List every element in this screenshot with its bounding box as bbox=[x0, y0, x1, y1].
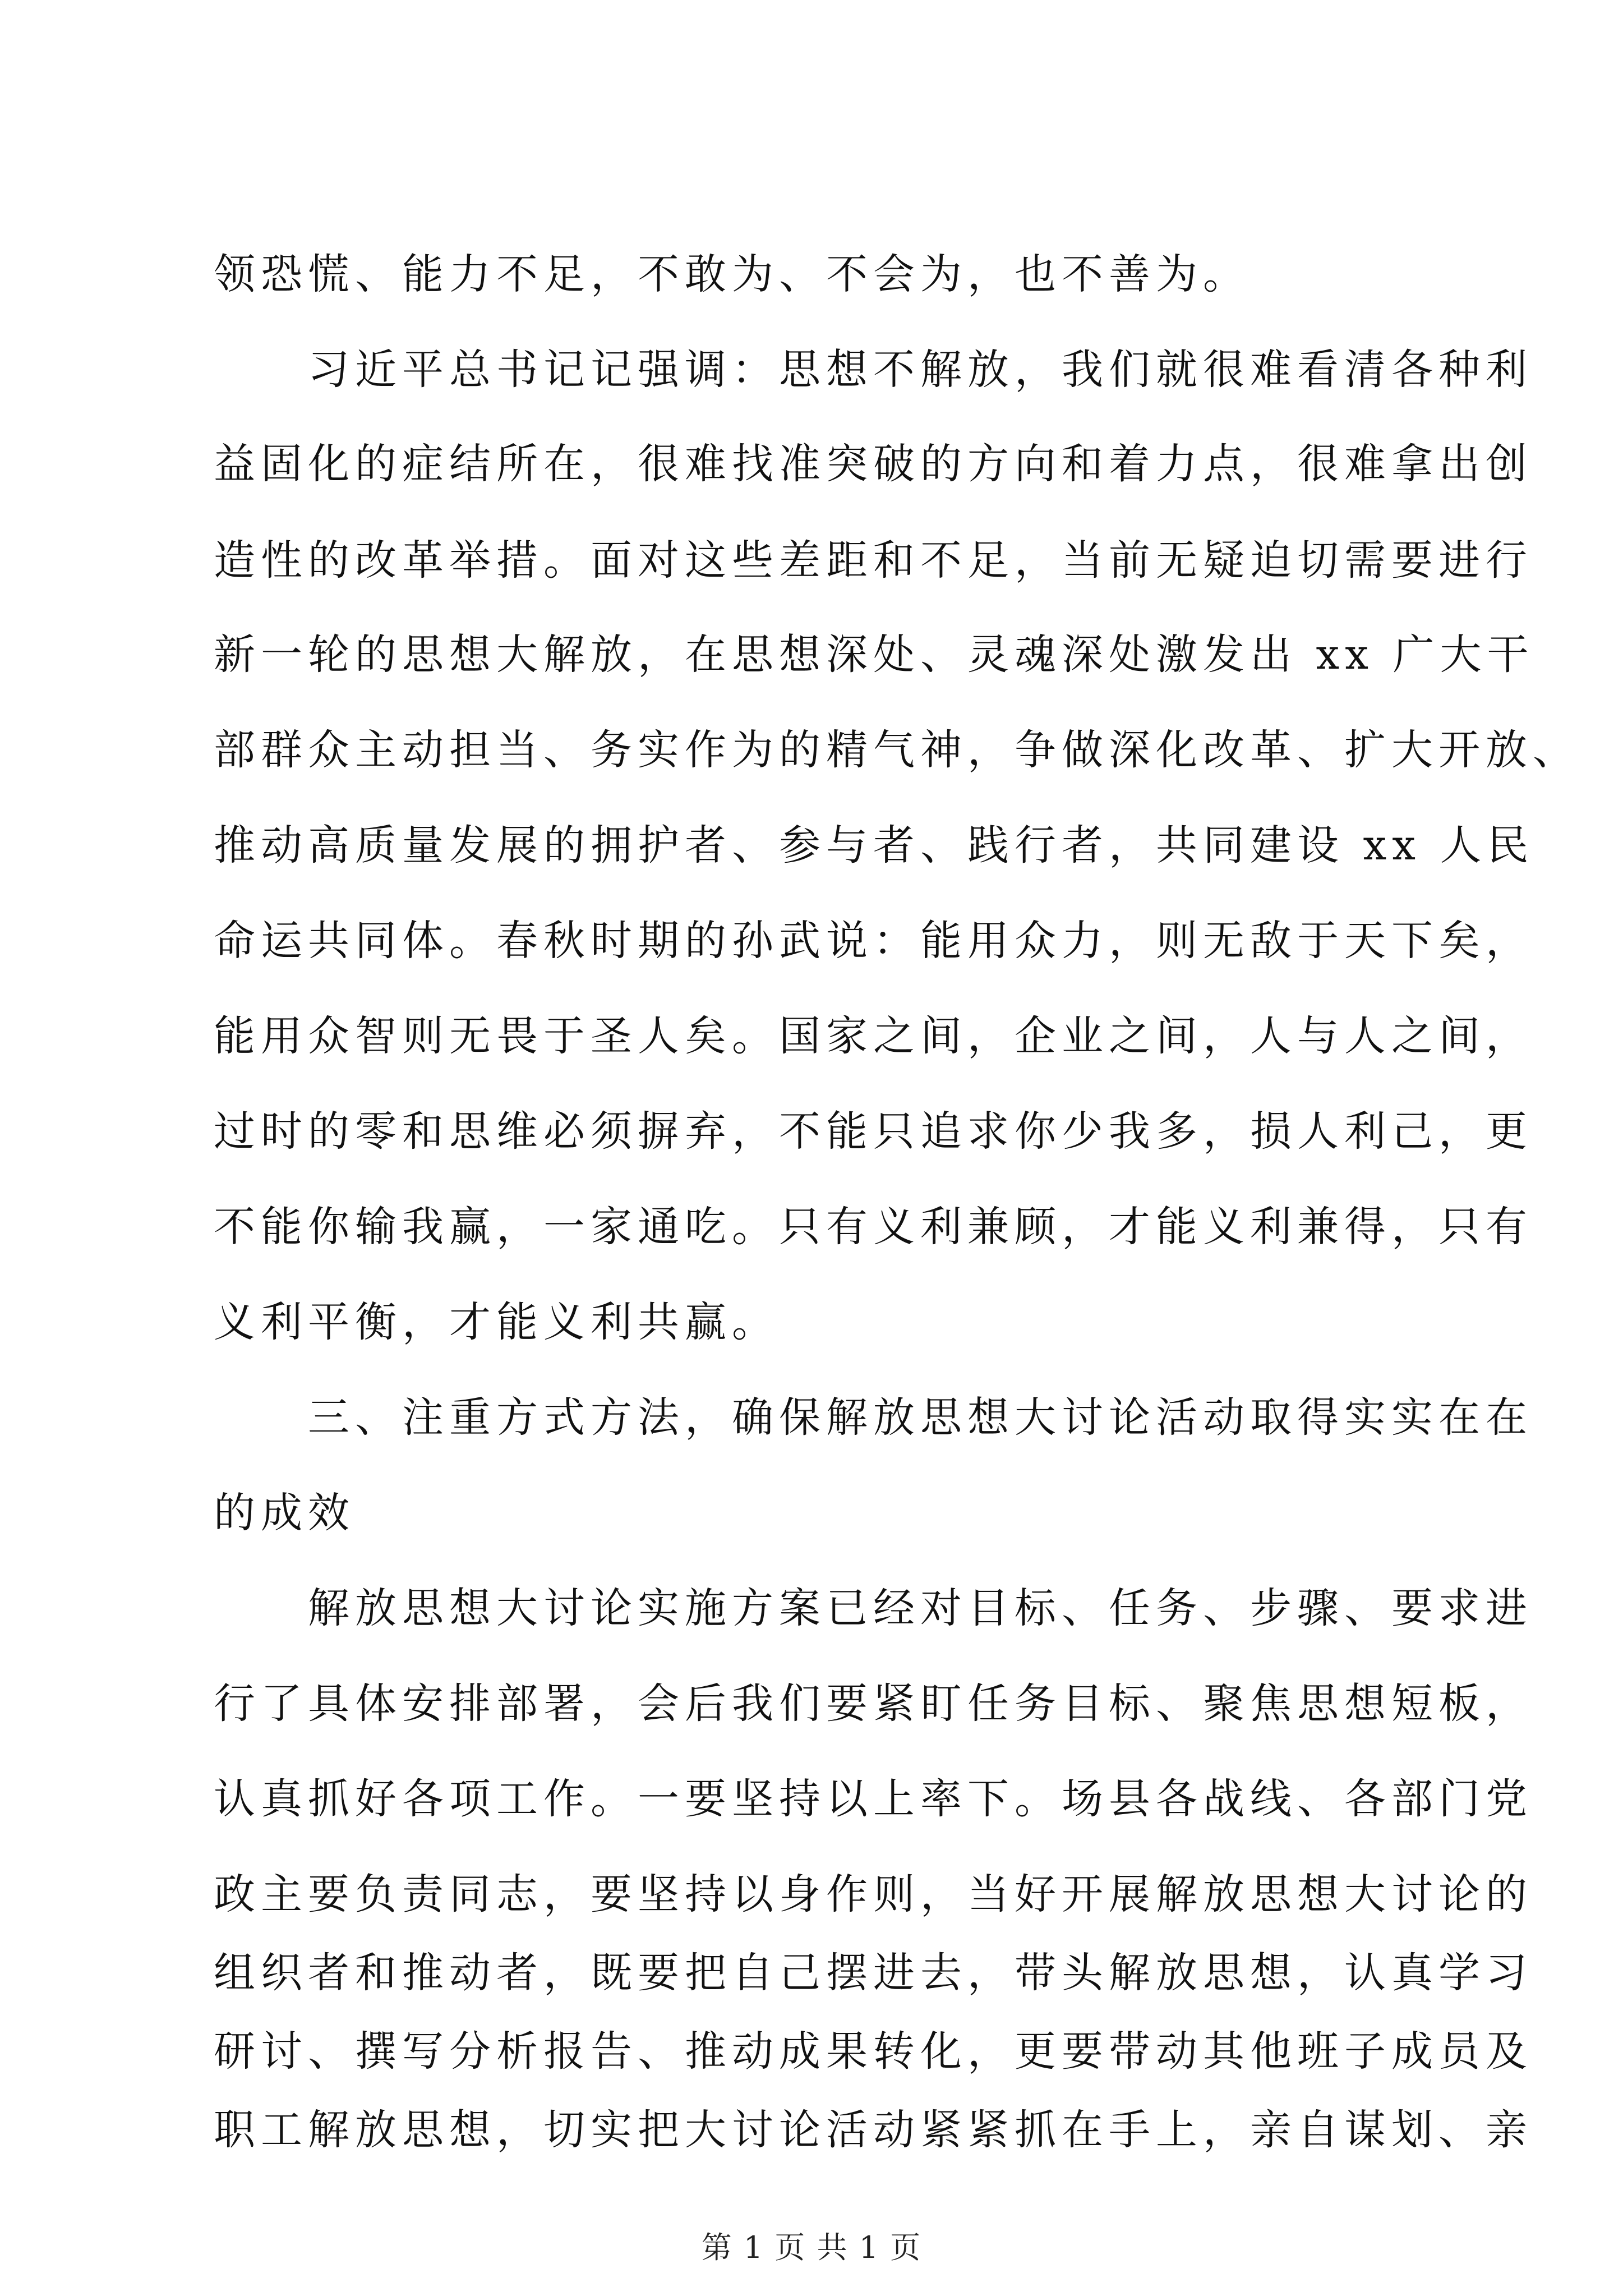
text-line: 义利平衡，才能义利共赢。 bbox=[214, 1298, 779, 1346]
text-line: 益固化的症结所在，很难找准突破的方向和着力点，很难拿出创 bbox=[214, 440, 1533, 488]
text-line: 不能你输我赢，一家通吃。只有义利兼顾，才能义利兼得，只有 bbox=[214, 1203, 1533, 1251]
text-line: 职工解放思想，切实把大讨论活动紧紧抓在手上，亲自谋划、亲 bbox=[214, 2106, 1533, 2154]
page-footer: 第 1 页 共 1 页 bbox=[701, 2230, 922, 2265]
text-line: 过时的零和思维必须摒弃，不能只追求你少我多，损人利己，更 bbox=[214, 1107, 1533, 1156]
text-line: 新一轮的思想大解放，在思想深处、灵魂深处激发出 xx 广大干 bbox=[214, 631, 1534, 679]
text-line: 部群众主动担当、务实作为的精气神，争做深化改革、扩大开放、 bbox=[214, 726, 1580, 774]
text-line: 能用众智则无畏于圣人矣。国家之间，企业之间，人与人之间， bbox=[214, 1012, 1533, 1060]
text-line: 组织者和推动者，既要把自己摆进去，带头解放思想，认真学习 bbox=[214, 1949, 1533, 1997]
section-heading: 三、注重方式方法，确保解放思想大讨论活动取得实实在在 bbox=[214, 1393, 1533, 1442]
text-line: 解放思想大讨论实施方案已经对目标、任务、步骤、要求进 bbox=[214, 1584, 1533, 1632]
text-line: 推动高质量发展的拥护者、参与者、践行者，共同建设 xx 人民 bbox=[214, 821, 1534, 869]
text-line: 行了具体安排部署，会后我们要紧盯任务目标、聚焦思想短板， bbox=[214, 1680, 1533, 1728]
text-line: 政主要负责同志，要坚持以身作则，当好开展解放思想大讨论的 bbox=[214, 1870, 1533, 1918]
text-line: 研讨、撰写分析报告、推动成果转化，更要带动其他班子成员及 bbox=[214, 2027, 1533, 2076]
text-line: 造性的改革举措。面对这些差距和不足，当前无疑迫切需要进行 bbox=[214, 536, 1533, 585]
text-line: 认真抓好各项工作。一要坚持以上率下。场县各战线、各部门党 bbox=[214, 1775, 1533, 1823]
text-line: 命运共同体。春秋时期的孙武说：能用众力，则无敌于天下矣， bbox=[214, 917, 1533, 965]
text-line: 习近平总书记记强调：思想不解放，我们就很难看清各种利 bbox=[214, 346, 1533, 394]
section-heading: 的成效 bbox=[214, 1489, 355, 1537]
text-line: 领恐慌、能力不足，不敢为、不会为，也不善为。 bbox=[214, 250, 1250, 298]
